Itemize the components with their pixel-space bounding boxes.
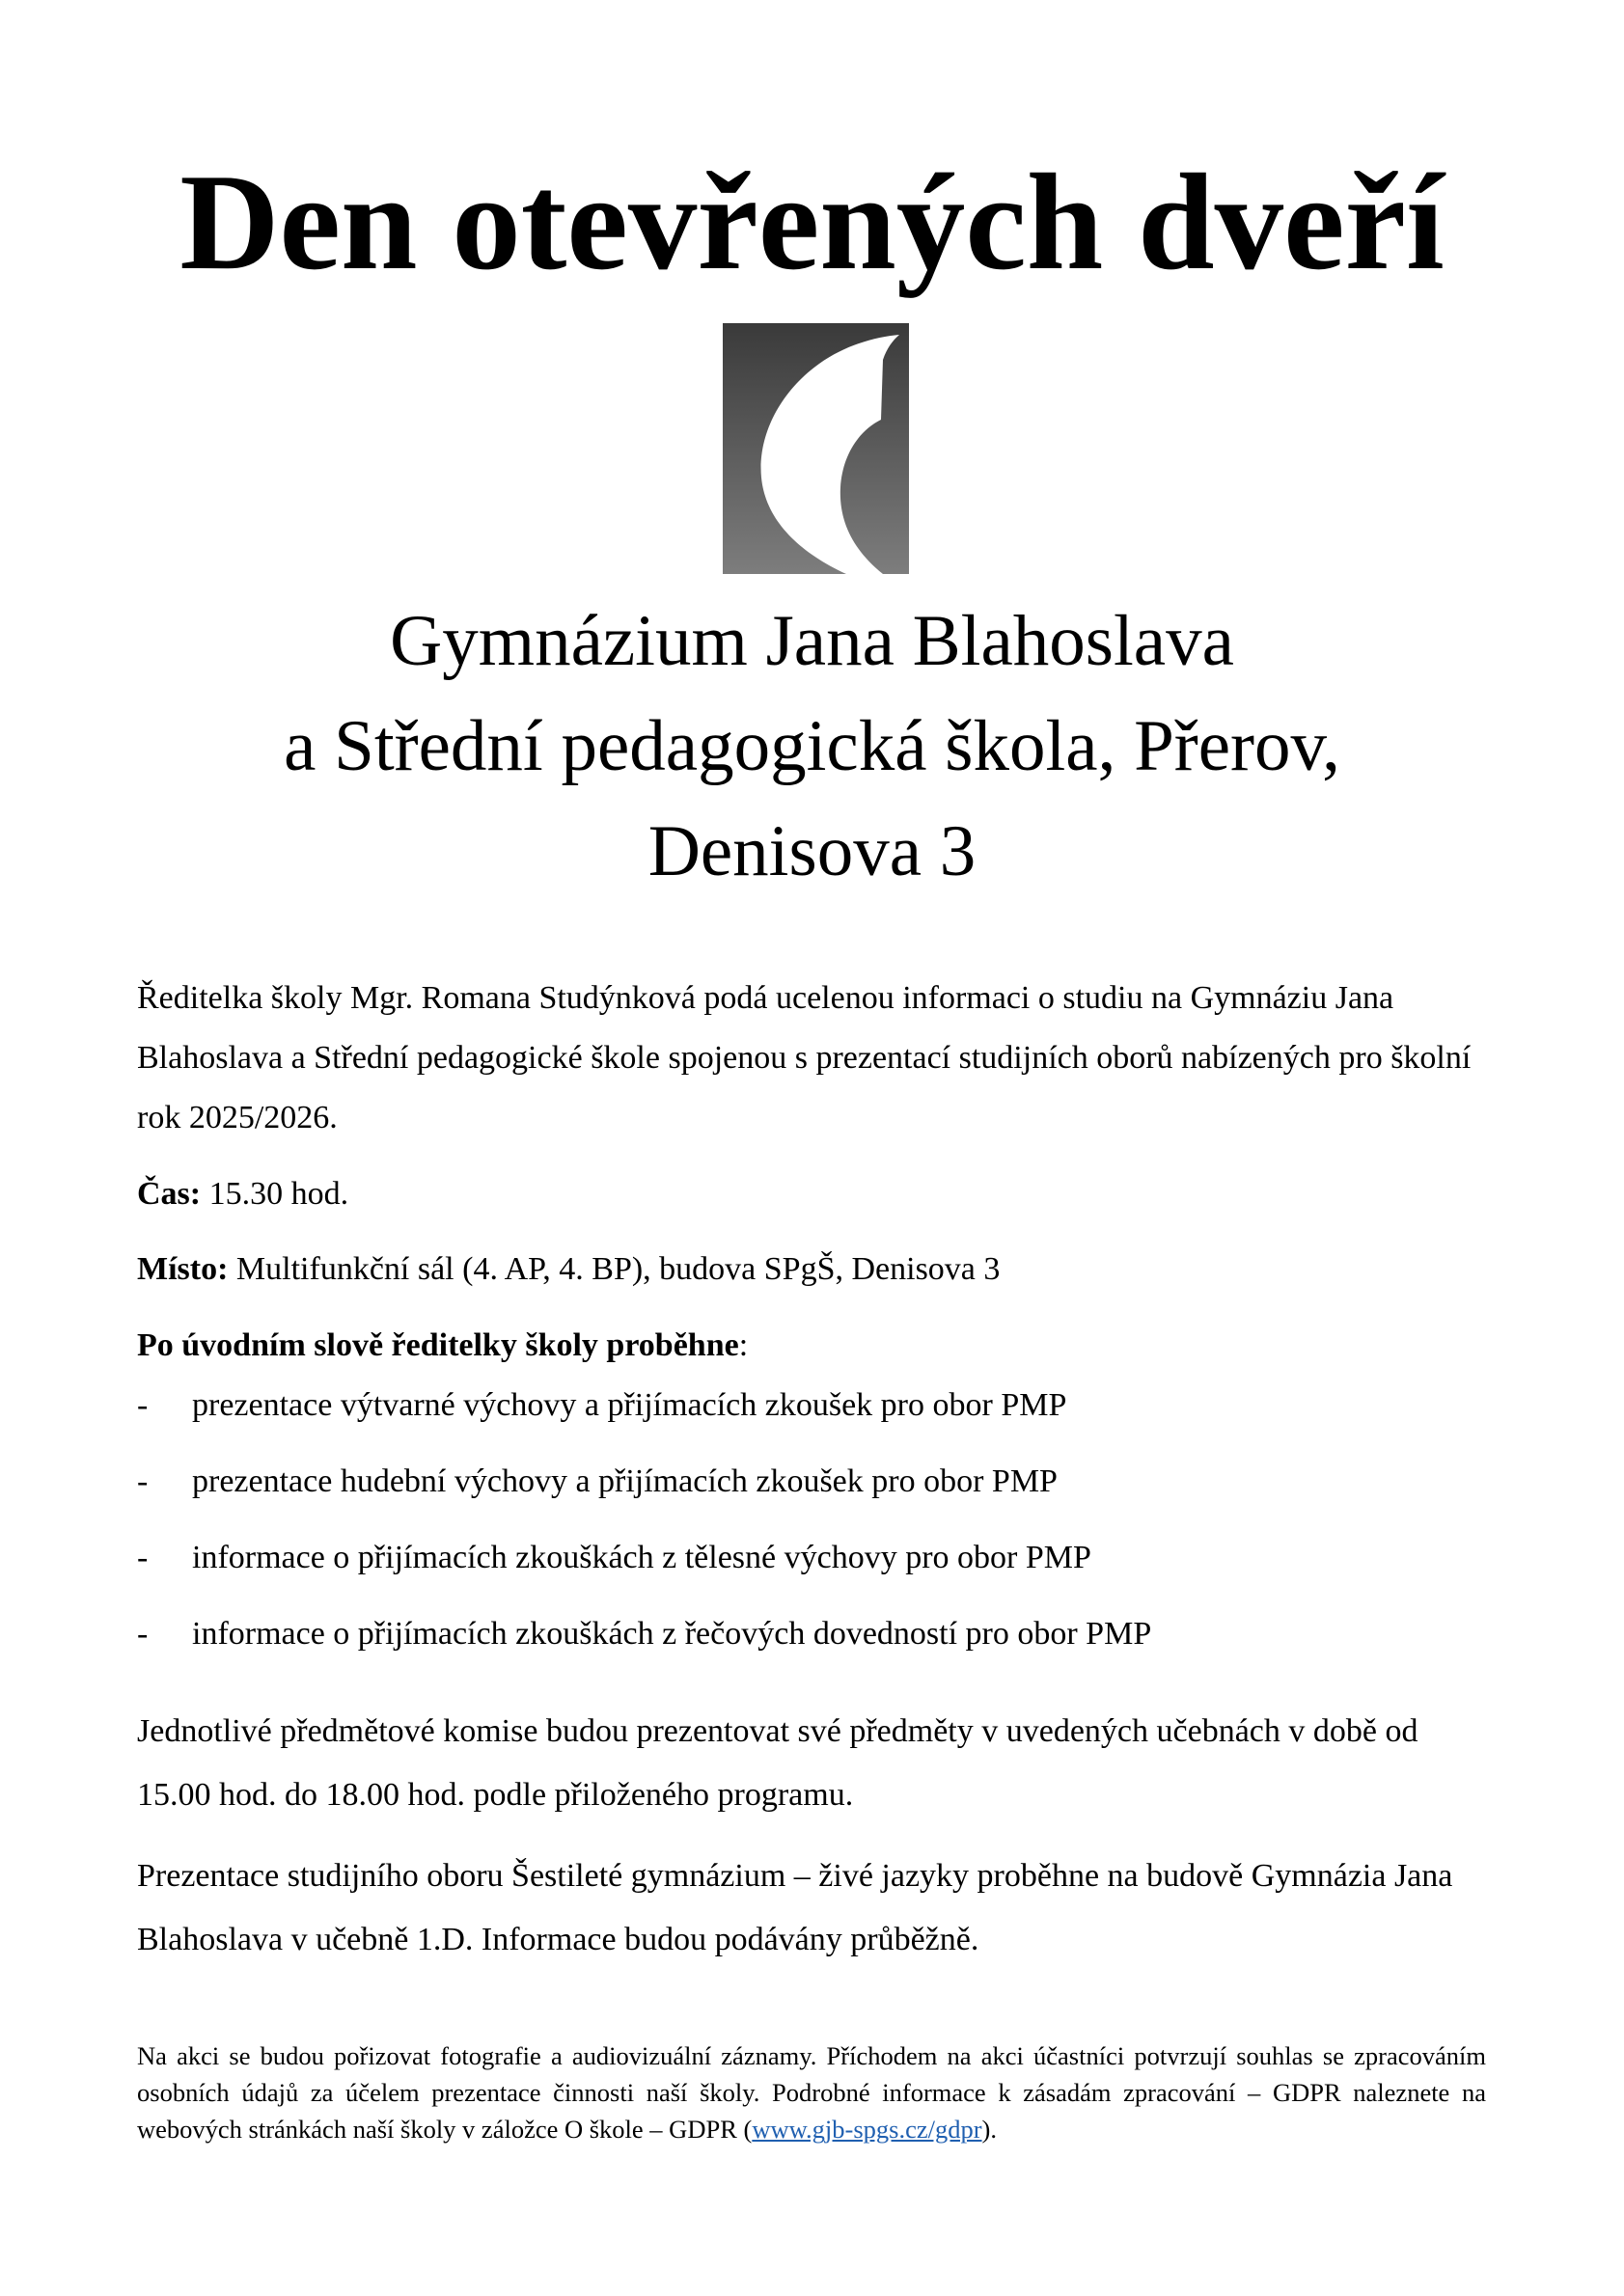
list-item-text: informace o přijímacích zkouškách z tělesné výchovy pro obor PMP bbox=[192, 1540, 1091, 1575]
intro-paragraph: Ředitelka školy Mgr. Romana Studýnková podá ucelenou informaci o studiu na Gymnáziu Jana Blahoslava a Střední pedagogické škole spojenou s prezentací studijních oborů nabízených pro školní rok 2025/2026. bbox=[137, 980, 1472, 1135]
school-name bbox=[0, 588, 1624, 904]
page-title: Den otevřených dveří bbox=[179, 146, 1445, 298]
school-address: Denisova 3 bbox=[647, 811, 977, 891]
list-item bbox=[137, 1452, 1488, 1528]
place-label: Místo: bbox=[137, 1251, 229, 1287]
list-item-text: informace o přijímacích zkouškách z řečových dovedností pro obor PMP bbox=[192, 1616, 1152, 1652]
gdpr-text: Na akci se budou pořizovat fotografie a audiovizuální záznamy. Příchodem na akci účastníci potvrzují souhlas se zpracováním osobních údajů za účelem prezentace činnosti naší školy. Podrobné informace k zásadám zpracování – GDPR naleznete na webových stránkách naší školy v záložce O škole – GDPR ( bbox=[137, 2041, 1486, 2144]
list-item-text: prezentace hudební výchovy a přijímacích zkoušek pro obor PMP bbox=[192, 1463, 1058, 1499]
school-name-line-1: Gymnázium Jana Blahoslava bbox=[390, 601, 1234, 681]
list-dash: - bbox=[137, 1616, 149, 1652]
gdpr-link[interactable]: www.gjb-spgs.cz/gdpr bbox=[752, 2115, 982, 2144]
gdpr-notice bbox=[137, 2037, 1486, 2147]
gdpr-suffix: ). bbox=[981, 2115, 997, 2144]
list-item bbox=[137, 1376, 1488, 1452]
time-line bbox=[137, 1164, 1488, 1224]
list-item bbox=[137, 1604, 1488, 1681]
place-value: Multifunkční sál (4. AP, 4. BP), budova SPgŠ, Denisova 3 bbox=[228, 1251, 1001, 1287]
six-year-paragraph: Prezentace studijního oboru Šestileté gymnázium – živé jazyky proběhne na budově Gymnázia Jana Blahoslava v učebně 1.D. Informace budou podávány průběžně. bbox=[137, 1858, 1453, 1957]
school-name-line-2: a Střední pedagogická škola, Přerov, bbox=[284, 706, 1340, 786]
time-label: Čas: bbox=[137, 1176, 202, 1212]
time-value: 15.30 hod. bbox=[201, 1176, 349, 1212]
school-logo-icon bbox=[723, 323, 909, 574]
list-dash: - bbox=[137, 1540, 149, 1575]
list-dash: - bbox=[137, 1387, 149, 1423]
list-dash: - bbox=[137, 1463, 149, 1499]
commissions-paragraph: Jednotlivé předmětové komise budou prezentovat své předměty v uvedených učebnách v době od 15.00 hod. do 18.00 hod. podle přiloženého programu. bbox=[137, 1713, 1418, 1813]
program-list bbox=[137, 1376, 1488, 1681]
program-heading-text: Po úvodním slově ředitelky školy proběhne bbox=[137, 1327, 739, 1363]
list-item-text: prezentace výtvarné výchovy a přijímacích zkoušek pro obor PMP bbox=[192, 1387, 1067, 1423]
list-item bbox=[137, 1528, 1488, 1604]
program-heading-colon: : bbox=[738, 1327, 749, 1363]
program-heading bbox=[137, 1316, 1488, 1376]
place-line bbox=[137, 1240, 1488, 1299]
